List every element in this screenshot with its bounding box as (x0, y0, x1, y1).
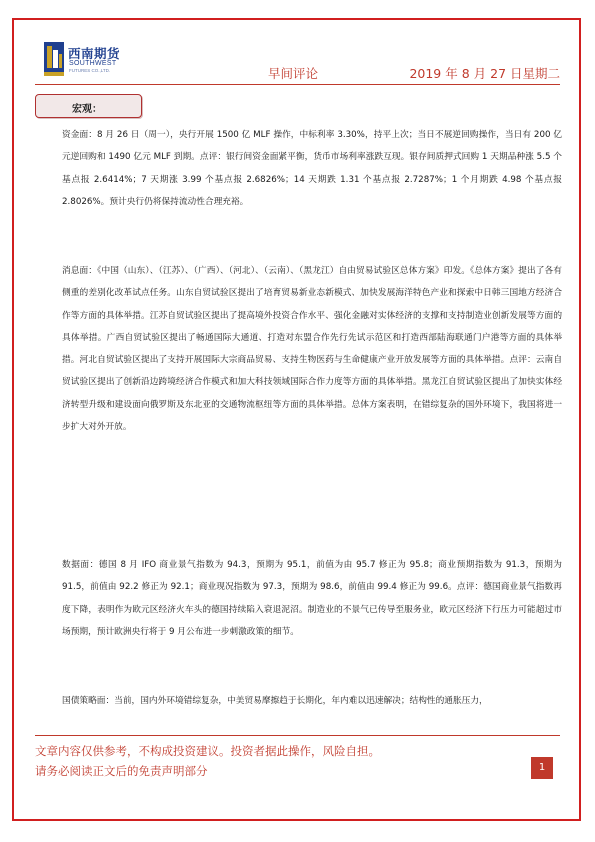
report-date: 2019 年 8 月 27 日星期二 (409, 66, 560, 81)
logo-mark-icon (44, 42, 66, 76)
footer-disclaimer (35, 741, 380, 781)
report-title: 早间评论 (268, 66, 319, 81)
section-heading: 宏观： (72, 104, 102, 115)
footer-divider (35, 735, 560, 736)
paragraph-funding (62, 124, 562, 213)
paragraph-bond-strategy (62, 690, 562, 712)
paragraph-news-text: 消息面：《中国（山东）、（江苏）、（广西）、（河北）、（云南）、（黑龙江）自由贸易试验区总体方案》印发。《总体方案》提出了各有侧重的差别化改革试点任务。山东自贸试验区提出了培育贸易新业态新模式、加快发展海洋特色产业和探索中日韩三国地方经济合作等方面的具体举措。江苏自贸试验区提出了提高境外投资合作水平、强化金融对实体经济的支撑和支持制造业创新发展等方面的具体举措。广西自贸试验区提出了畅通国际大通道、打造对东盟合作先行先试示范区和打造西部陆海联通门户港等方面的具体举措。河北自贸试验区提出了支持开展国际大宗商品贸易、支持生物医药与生命健康产业开放发展等方面的具体举措。点评：云南自贸试验区提出了创新沿边跨境经济合作模式和加大科技领域国际合作力度等方面的具体举措。黑龙江自贸试验区提出了加快实体经济转型升级和建设面向俄罗斯及东北亚的交通物流枢纽等方面的具体举措。总体方案表明，在错综复杂的国外环境下，我国将进一步扩大对外开放。 (62, 266, 562, 433)
paragraph-bond-strategy-text: 国债策略面：当前，国内外环境错综复杂，中美贸易摩擦趋于长期化，年内难以迅速解决；结构性的通胀压力， (62, 696, 488, 706)
paragraph-news (62, 260, 562, 438)
paragraph-data-text: 数据面：德国 8 月 IFO 商业景气指数为 94.3，预期为 95.1，前值为由 95.7 修正为 95.8；商业预期指数为 91.3，预期为 91.5，前值由 92.2 修正为 92.1；商业现况指数为 97.3，预期为 98.6，前值由 99.4 修正为 99.6。点评：德国商业景气指数再度下降，表明作为欧元区经济火车头的德国持续陷入衰退泥沼。制造业的不景气已传导至服务业，欧元区经济下行压力可能超过市场预期，预计欧洲央行将于 9 月公布进一步刺激政策的细节。 (62, 560, 562, 637)
paragraph-funding-text: 资金面：8 月 26 日（周一），央行开展 1500 亿 MLF 操作，中标利率 3.30%，持平上次；当日不展逆回购操作，当日有 200 亿元逆回购和 1490 亿元 MLF 到期。点评：银行间资金面紧平衡，货币市场利率涨跌互现。银存间质押式回购 1 天期品种涨 5.5 个基点报 2.6414%；7 天期涨 3.99 个基点报 2.6826%；14 天期跌 1.31 个基点报 2.7287%；1 个月期跌 4.98 个基点报 2.8026%。预计央行仍将保持流动性合理充裕。 (62, 130, 562, 207)
company-logo (44, 42, 126, 76)
disclaimer-line-2: 请务必阅读正文后的免责声明部分 (35, 764, 208, 778)
page-number: 1 (531, 757, 553, 779)
header-divider (35, 84, 560, 85)
section-heading-box (35, 94, 142, 118)
disclaimer-line-1: 文章内容仅供参考，不构成投资建议。投资者据此操作，风险自担。 (35, 744, 380, 758)
logo-chinese-name: 西南期货 (68, 46, 121, 61)
logo-english-subname: FUTURES CO.,LTD. (69, 68, 111, 73)
logo-english-name: SOUTHWEST (69, 60, 117, 67)
paragraph-data (62, 554, 562, 643)
